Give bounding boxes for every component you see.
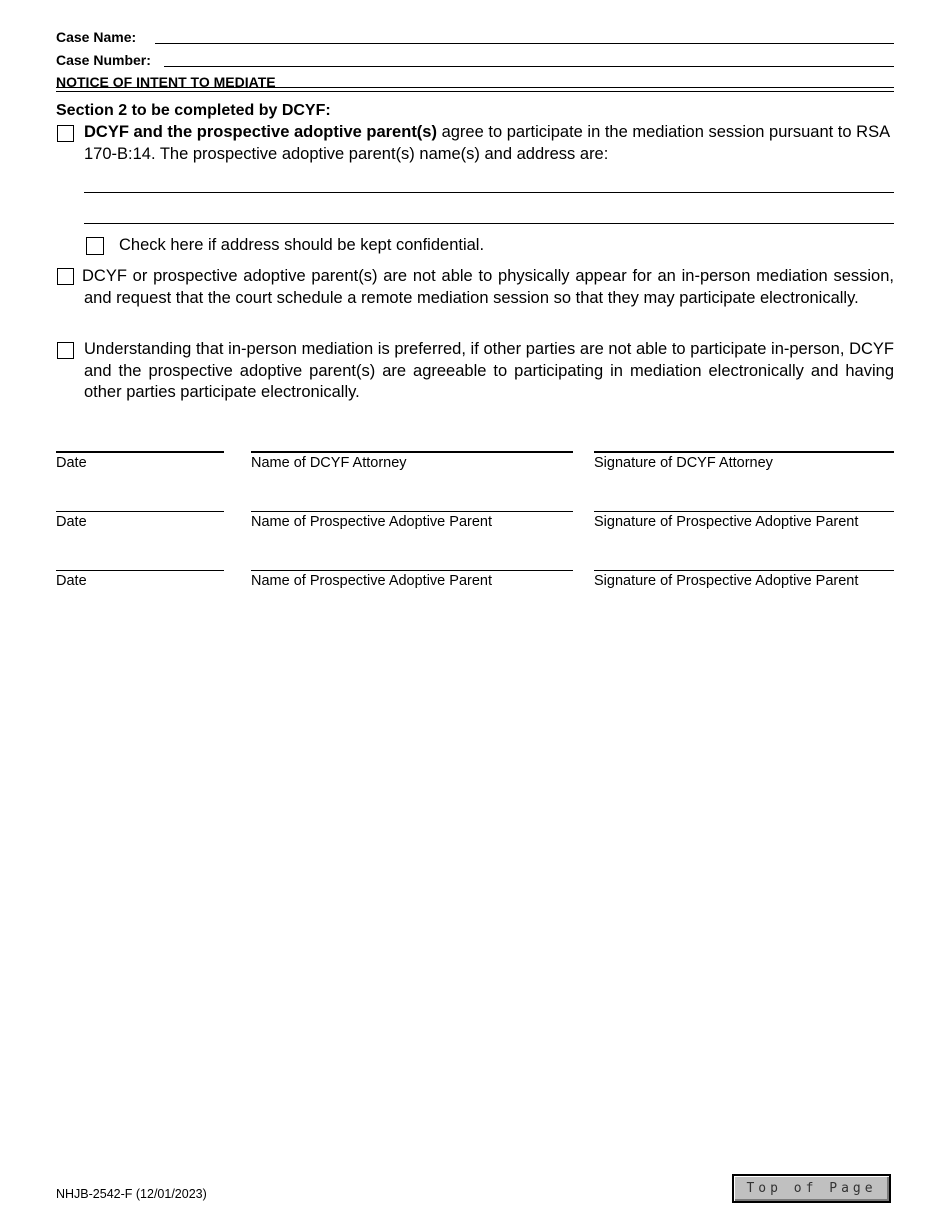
case-number-label: Case Number: [56, 52, 151, 68]
remote-request-checkbox[interactable] [57, 268, 74, 285]
agree-rest-text: agree to participate in the mediation session pursuant to RSA 170-B:14. The prospective adoptive parent(s) name(s) and address are: [84, 123, 890, 163]
electronic-agree-text: Understanding that in-person mediation is preferred, if other parties are not able to participate in-person, DCYF and the prospective adoptive parent(s) are agreeable to participating in mediation electronically and having other parties participate electronically. [84, 340, 894, 401]
agree-paragraph [84, 122, 894, 165]
date-label: Date [56, 455, 87, 471]
form-id: NHJB-2542-F (12/01/2023) [56, 1187, 207, 1201]
agree-checkbox[interactable] [57, 125, 74, 142]
name-field[interactable] [251, 570, 573, 571]
name-label: Name of DCYF Attorney [251, 455, 407, 471]
date-label: Date [56, 573, 87, 589]
confidential-label: Check here if address should be kept confidential. [119, 236, 485, 254]
case-name-label: Case Name: [56, 29, 137, 45]
address-line-2[interactable] [84, 223, 894, 224]
case-number-field[interactable] [164, 66, 894, 67]
remote-request-text: DCYF or prospective adoptive parent(s) are not able to physically appear for an in-person mediation session, and request that the court schedule a remote mediation session so that they may participate electronically. [82, 267, 894, 307]
signature-field[interactable] [594, 570, 894, 571]
date-label: Date [56, 514, 87, 530]
name-field[interactable] [251, 511, 573, 512]
electronic-agree-checkbox[interactable] [57, 342, 74, 359]
name-label: Name of Prospective Adoptive Parent [251, 514, 492, 530]
section-title: Section 2 to be completed by DCYF: [56, 102, 331, 119]
address-line-1[interactable] [84, 192, 894, 193]
date-field[interactable] [56, 511, 224, 512]
signature-field[interactable] [594, 511, 894, 512]
name-label: Name of Prospective Adoptive Parent [251, 573, 492, 589]
signature-label: Signature of Prospective Adoptive Parent [594, 573, 859, 589]
signature-label: Signature of DCYF Attorney [594, 455, 773, 471]
case-name-field[interactable] [155, 43, 894, 44]
top-of-page-button[interactable]: Top of Page [732, 1174, 891, 1203]
date-field[interactable] [56, 570, 224, 571]
notice-title: NOTICE OF INTENT TO MEDIATE [56, 74, 276, 90]
agree-parties-bold: DCYF and the prospective adoptive parent(s) [84, 123, 437, 141]
confidential-checkbox[interactable] [86, 237, 104, 255]
date-field[interactable] [56, 451, 224, 453]
signature-field[interactable] [594, 451, 894, 453]
name-field[interactable] [251, 451, 573, 453]
signature-label: Signature of Prospective Adoptive Parent [594, 514, 859, 530]
header-divider [56, 87, 894, 92]
